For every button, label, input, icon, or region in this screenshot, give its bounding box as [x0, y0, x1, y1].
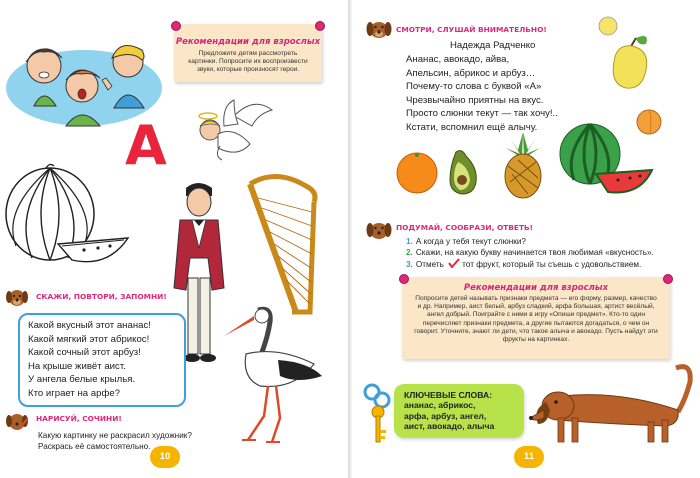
draw-text-line: Какую картинку не раскрасил художник? — [38, 431, 192, 440]
note-title: Рекомендации для взрослых — [175, 37, 321, 47]
say-line: Какой мягкий этот абрикос! — [28, 333, 150, 345]
dog-head-icon — [6, 287, 28, 307]
keywords-line: аист, авокадо, алыча — [404, 421, 495, 432]
stork-illustration — [218, 306, 328, 448]
watermelon-outline-illustration — [2, 160, 132, 280]
keywords-box — [394, 384, 524, 438]
key-icon — [360, 382, 396, 448]
dachshund-illustration — [528, 362, 696, 448]
pin-icon — [663, 274, 673, 284]
page-number-left: 10 — [150, 446, 180, 468]
question-number: 2. — [406, 248, 413, 258]
keywords-line: арфа, арбуз, ангел, — [404, 410, 487, 421]
question-item — [406, 247, 696, 258]
say-line: У ангела белые крылья. — [28, 374, 136, 386]
poem-line: Чрезвычайно приятны на вкус. — [406, 94, 544, 106]
poem-line: Кстати, вспомнил ещё алычу. — [406, 121, 538, 133]
keywords-title: КЛЮЧЕВЫЕ СЛОВА: — [404, 390, 493, 400]
draw-compose-title: НАРИСУЙ, СОЧИНИ! — [36, 414, 122, 423]
right-page — [352, 0, 700, 478]
question-text: Отметь — [415, 260, 444, 270]
say-repeat-box — [18, 313, 186, 407]
harp-illustration — [236, 172, 326, 322]
dog-head-icon — [366, 18, 392, 40]
page-number-right: 11 — [514, 446, 544, 468]
question-text: тот фрукт, который ты съешь с удовольствием. — [462, 260, 642, 270]
recommendation-note-left — [174, 24, 322, 82]
angel-illustration — [194, 96, 274, 166]
note-title: Рекомендации для взрослых — [463, 283, 609, 293]
question-number: 1. — [406, 237, 413, 246]
draw-text-line: Раскрась её самостоятельно. — [38, 442, 151, 451]
left-page — [0, 0, 348, 478]
questions — [406, 236, 696, 271]
dog-with-brush-icon — [6, 410, 28, 432]
pin-icon — [399, 274, 409, 284]
question-number: 3. — [406, 260, 413, 270]
question-text: Скажи, на какую букву начинается твоя любимая «вкусность». — [415, 248, 654, 258]
poem-author: Надежда Радченко — [450, 40, 536, 51]
quince-illustration — [592, 14, 652, 94]
poem-line: Ананас, авокадо, айва, — [406, 54, 510, 65]
big-letter-a: А — [125, 114, 167, 177]
poem — [406, 53, 558, 135]
pin-icon — [171, 21, 181, 31]
avocado-illustration — [446, 148, 482, 196]
keywords-line: ананас, абрикос, — [404, 400, 476, 411]
poem-line: Почему-то слова с буквой «А» — [406, 81, 542, 93]
note-body: Попросите детей называть признаки предмета — его форму, размер, качество и др. Например, аист белый, арбуз сладкий, арфа большая, артист весёлый, ангел добрый. Поиграйте с ними в игру «Опиши предмет». Кто-то один перечисляет признаки предмета, а другие пытаются догадаться, о чем он говорит. Уточните, знают ли дети, что такое алыча и авокадо. Пусть найдут эти фрукты на картинках. — [414, 295, 658, 344]
kids-illustration — [4, 28, 164, 128]
say-line: Какой вкусный этот ананас! — [28, 320, 151, 331]
poem-line: Просто слюнки текут — так хочу!.. — [406, 108, 558, 120]
question-item — [406, 258, 696, 270]
watermelon-illustration — [556, 118, 656, 198]
say-line: Кто играет на арфе? — [28, 387, 121, 399]
think-title: ПОДУМАЙ, СООБРАЗИ, ОТВЕТЬ! — [396, 223, 534, 232]
recommendation-note-right — [402, 277, 670, 359]
poem-line: Апельсин, абрикос и арбуз… — [406, 67, 536, 79]
say-line: Какой сочный этот арбуз! — [28, 347, 141, 359]
orange-illustration — [394, 146, 440, 196]
say-line: На крыше живёт аист. — [28, 360, 126, 372]
pineapple-illustration — [498, 130, 548, 200]
note-body: Предложите детям рассмотреть картинки. Попросите их воспроизвести звуки, которые произносят герои. — [188, 50, 308, 74]
question-text: А когда у тебя текут слюнки? — [415, 237, 526, 246]
pin-icon — [315, 21, 325, 31]
checkmark-icon — [448, 258, 460, 268]
say-repeat-title: СКАЖИ, ПОВТОРИ, ЗАПОМНИ! — [36, 292, 167, 301]
listen-title: СМОТРИ, СЛУШАЙ ВНИМАТЕЛЬНО! — [396, 25, 547, 34]
dog-head-icon — [366, 219, 392, 241]
question-item — [406, 236, 696, 247]
